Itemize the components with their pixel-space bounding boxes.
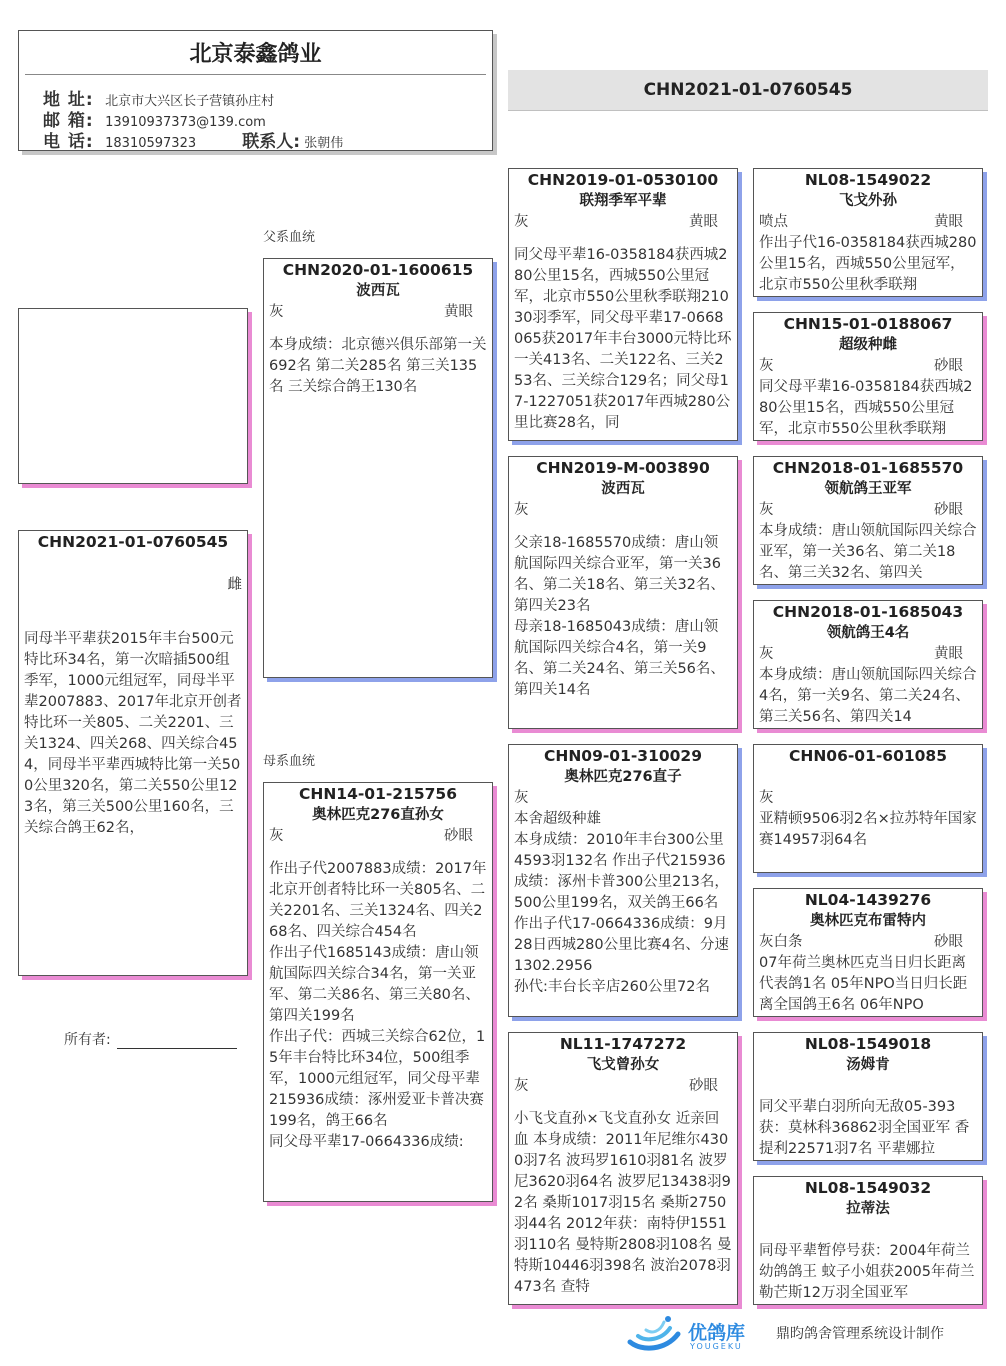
dd-meta [514, 1076, 732, 1097]
ssd-ring: CHN15-01-0188067 [783, 315, 953, 333]
phone-label: 电 话: [43, 132, 94, 152]
dss-text: 亚精顿9506羽2名×拉苏特年国家赛14957羽64名 [759, 811, 977, 848]
ds-name: 奥林匹克276直子 [564, 769, 682, 785]
dss-name [759, 767, 977, 788]
sire-card [263, 258, 493, 678]
sdd-meta [759, 644, 977, 665]
ss-meta [514, 212, 732, 233]
sire-ring: CHN2020-01-1600615 [282, 261, 474, 279]
ggp-dds-card [753, 1032, 983, 1161]
ssd-color: 灰 [759, 358, 774, 374]
grandsire-maternal-card [508, 744, 738, 1017]
dds-ring: NL08-1549018 [804, 1035, 932, 1053]
dsd-meta [759, 932, 977, 953]
ddd-ring: NL08-1549032 [804, 1179, 932, 1197]
footer-brand-en: YOUGEKU [690, 1342, 743, 1351]
contact-value: 张朝伟 [304, 136, 344, 151]
sds-meta [759, 500, 977, 521]
sire-name: 波西瓦 [356, 283, 400, 299]
subject-ring: CHN2021-01-0760545 [37, 533, 229, 551]
dd-eye: 砂眼 [689, 1078, 718, 1094]
subject-meta [24, 575, 242, 596]
sd-meta [514, 500, 732, 521]
dd-text: 小飞戈直孙×飞戈直孙女 近亲回血 本身成绩：2011年尼维尔4300羽7名 波玛罗1610羽81名 波罗尼3620羽64名 波罗尼13438羽92名 桑斯1017羽15名 桑斯2750羽44名 2012年获：南特伊1551羽110名 曼特斯2808羽108名 曼特斯10446羽398名 波治2078羽473名 查特 [514, 1111, 732, 1295]
ds-ring: CHN09-01-310029 [543, 747, 703, 765]
sdd-color: 灰 [759, 646, 774, 662]
sd-color: 灰 [514, 502, 529, 518]
ggp-sds-card [753, 456, 983, 585]
sds-eye: 砂眼 [934, 502, 963, 518]
sdd-ring: CHN2018-01-1685043 [772, 603, 964, 621]
dss-ring: CHN06-01-601085 [788, 747, 948, 765]
sire-line-label: 父系血统 [263, 230, 316, 245]
sss-ring: NL08-1549022 [804, 171, 932, 189]
ssd-eye: 砂眼 [934, 358, 963, 374]
ggp-dsd-card [753, 888, 983, 1017]
dam-ring: CHN14-01-215756 [298, 785, 458, 803]
footer-brand: 优鸽库 [688, 1322, 746, 1344]
subject-sex: 雌 [227, 577, 242, 593]
address-value: 北京市大兴区长子营镇孙庄村 [105, 94, 275, 109]
dsd-ring: NL04-1439276 [804, 891, 932, 909]
sd-text: 父亲18-1685570成绩：唐山领航国际四关综合亚军，第一关36名、第二关18名、第三关32名、第四关23名 母亲18-1685043成绩：唐山领航国际四关综合4名，第一关9名、第二关24名、第三关56名、第四关14名 [514, 535, 725, 698]
dsd-text: 07年荷兰奥林匹克当日归长距离代表鸽1名 05年NPO当日归长距离全国鸽王6名 06年NPO [759, 955, 968, 1013]
dd-color: 灰 [514, 1078, 529, 1094]
sds-color: 灰 [759, 502, 774, 518]
dss-meta [759, 788, 977, 809]
address-label: 地 址: [43, 90, 94, 110]
phone-value: 18310597323 [105, 136, 197, 151]
ssd-text: 同父母平辈16-0358184获西城280公里15名，西城550公里冠军，北京市550公里秋季联翔 [759, 379, 973, 437]
ggp-sss-card [753, 168, 983, 297]
ss-color: 灰 [514, 214, 529, 230]
sds-ring: CHN2018-01-1685570 [772, 459, 964, 477]
dam-card [263, 782, 493, 1202]
footer [622, 1310, 1002, 1356]
grandsire-paternal-card [508, 168, 738, 441]
dd-ring: NL11-1747272 [559, 1035, 687, 1053]
ds-color: 灰 [514, 790, 529, 806]
dds-name: 汤姆肯 [846, 1057, 890, 1073]
pedigree-banner: CHN2021-01-0760545 [508, 70, 988, 111]
dam-eye: 砂眼 [444, 828, 473, 844]
loft-title: 北京泰鑫鸽业 [189, 42, 322, 67]
dss-color: 灰 [759, 790, 774, 806]
sss-name: 飞戈外孙 [839, 193, 897, 209]
granddam-paternal-card [508, 456, 738, 729]
footer-made-by: 鼎昀鸽舍管理系统设计制作 [776, 1326, 944, 1342]
loft-header [18, 30, 493, 151]
sds-text: 本身成绩：唐山领航国际四关综合亚军，第一关36名、第二关18名、第三关32名、第四关 [759, 523, 977, 581]
sire-eye: 黄眼 [444, 304, 473, 320]
sss-eye: 黄眼 [934, 214, 963, 230]
dam-color: 灰 [269, 828, 284, 844]
owner-label: 所有者: [64, 1032, 111, 1048]
sire-meta [269, 302, 487, 323]
subject-text: 同母半平辈获2015年丰台500元特比环34名，第一次暗插500组季军，1000元组冠军，同母半平辈2007883、2017年北京开创者特比环一关805、二关2201、三关1324、四关268、四关综合454，同母半平辈西城特比第一关500公里320名，第二关550公里123名，第三关500公里160名，三关综合鸽王62名， [24, 631, 242, 836]
ds-meta [514, 788, 732, 809]
yougeku-logo-icon [622, 1312, 684, 1354]
subject-card [18, 530, 248, 976]
ggp-dss-card [753, 744, 983, 873]
owner-line [117, 1034, 237, 1049]
sdd-text: 本身成绩：唐山领航国际四关综合4名，第一关9名、第二关24名、第三关56名、第四关14 [759, 667, 977, 725]
photo-frame [18, 308, 248, 484]
dam-text: 作出子代2007883成绩：2017年北京开创者特比环一关805名、二关2201名、三关1324名、四关268名、四关综合454名 作出子代1685143成绩：唐山领航国际四关综合34名，第一关亚军、第二关86名、第三关80名、第四关199名 作出子代：西城三关综合62位，15年丰台特比环34位，500组季军，1000元组冠军，同父母平辈215936成绩：涿州爱亚卡普决赛199名，鸽王66名 同父母平辈17-0664336成绩: [269, 861, 487, 1150]
sss-color: 喷点 [759, 214, 788, 230]
ssd-meta [759, 356, 977, 377]
sdd-eye: 黄眼 [934, 646, 963, 662]
ggp-sdd-card [753, 600, 983, 729]
sss-meta [759, 212, 977, 233]
dds-meta [759, 1076, 977, 1097]
email-label: 邮 箱: [43, 111, 94, 131]
granddam-maternal-card [508, 1032, 738, 1305]
dsd-eye: 砂眼 [934, 934, 963, 950]
contact-label: 联系人: [242, 132, 301, 152]
dam-line-label: 母系血统 [263, 754, 316, 769]
owner-field [64, 1029, 237, 1049]
dds-text: 同父平辈白羽所向无敌05-393获：莫林科36862羽全国亚军 香提利22571羽7名 平辈娜拉 [759, 1099, 970, 1157]
sire-color: 灰 [269, 304, 284, 320]
email-value: 13910937373@139.com [105, 115, 266, 130]
dsd-name: 奥林匹克布雷特内 [810, 913, 926, 929]
ss-text: 同父母平辈16-0358184获西城280公里15名，西城550公里冠军，北京市550公里秋季联翔21030羽季军，同父母平辈17-0668065获2017年丰台3000元特比环一关413名、二关122名、三关253名、三关综合129名；同父母17-1227051获2017年西城280公里比赛28名，同 [514, 247, 732, 431]
ggp-ssd-card [753, 312, 983, 441]
sire-text: 本身成绩：北京德兴俱乐部第一关692名 第二关285名 第三关135名 三关综合鸽王130名 [269, 337, 487, 395]
ssd-name: 超级种雌 [839, 337, 897, 353]
ds-text: 本舍超级种雄 本身成绩：2010年丰台300公里4593羽132名 作出子代215936成绩：涿州卡普300公里213名，500公里199名，双关鸽王66名 作出子代17-0664336成绩：9月28日西城280公里比赛4名、分速1302.2956 孙代:丰台长辛店260公里72名 [514, 811, 729, 995]
sd-ring: CHN2019-M-003890 [536, 459, 710, 477]
ddd-text: 同母平辈暂停号获：2004年荷兰幼鸽鸽王 蚊子小姐获2005年荷兰勒芒斯12万羽全国亚军 [759, 1243, 975, 1301]
ddd-name: 拉蒂法 [846, 1201, 890, 1217]
dam-meta [269, 826, 487, 847]
dsd-color: 灰白条 [759, 934, 803, 950]
ddd-meta [759, 1220, 977, 1241]
ss-eye: 黄眼 [689, 214, 718, 230]
sdd-name: 领航鸽王4名 [826, 625, 910, 641]
ggp-ddd-card [753, 1176, 983, 1305]
ss-ring: CHN2019-01-0530100 [527, 171, 719, 189]
dd-name: 飞戈曾孙女 [586, 1057, 660, 1073]
header-divider [25, 74, 486, 75]
ss-name: 联翔季军平辈 [579, 193, 667, 209]
dam-name: 奥林匹克276直孙女 [312, 807, 444, 823]
sss-text: 作出子代16-0358184获西城280公里15名，西城550公里冠军，北京市550公里秋季联翔 [759, 235, 977, 293]
sd-name: 波西瓦 [601, 481, 645, 497]
sds-name: 领航鸽王亚军 [824, 481, 912, 497]
phone-row [43, 127, 343, 152]
